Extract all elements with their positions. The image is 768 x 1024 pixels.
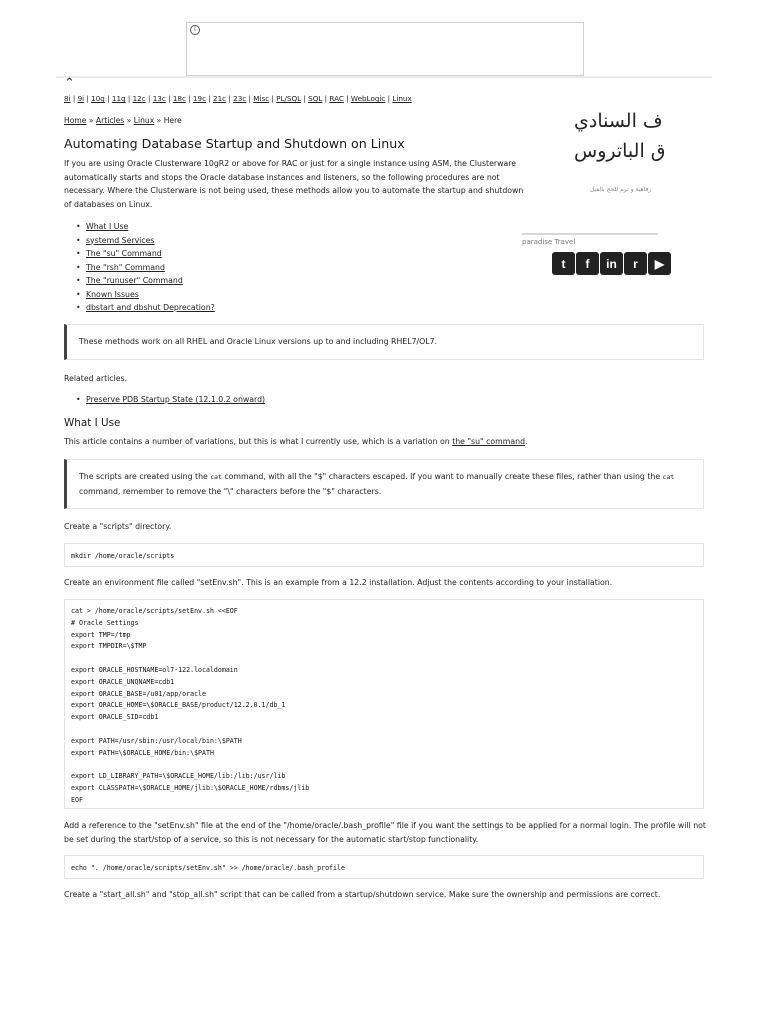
profile-paragraph: Add a reference to the "setEnv.sh" file at the end of the "/home/oracle/.bash_profile" file if you want the settings to be applied for a normal login. The profile will not be set during the start/stop of a service, so this is not necessary for the automatic start/stop functionality.: [64, 821, 706, 844]
youtube-icon[interactable]: ▶: [648, 252, 671, 275]
separator: |: [206, 94, 214, 103]
version-link[interactable]: WebLogic: [350, 94, 386, 103]
breadcrumb-linux[interactable]: Linux: [133, 116, 155, 125]
version-nav: [64, 94, 412, 103]
list-item: [76, 395, 265, 404]
scripts-note-text: [79, 470, 693, 498]
facebook-icon[interactable]: f: [576, 252, 599, 275]
separator: |: [104, 94, 112, 103]
version-link[interactable]: RAC: [329, 94, 344, 103]
twitter-icon[interactable]: t: [552, 252, 575, 275]
ad-info-icon[interactable]: i: [190, 25, 200, 35]
separator: |: [165, 94, 173, 103]
breadcrumb-home[interactable]: Home: [64, 116, 87, 125]
version-link[interactable]: Misc: [253, 94, 270, 103]
code-block-mkdir: mkdir /home/oracle/scripts: [64, 543, 704, 567]
version-link[interactable]: SQL: [308, 94, 323, 103]
version-link[interactable]: 12c: [132, 94, 146, 103]
toc-item: [76, 301, 215, 315]
version-link[interactable]: 21c: [213, 94, 227, 103]
separator: |: [269, 94, 277, 103]
top-divider: [56, 76, 712, 78]
what-paragraph: [64, 435, 528, 449]
toc-item: [76, 274, 215, 288]
toc-item: [76, 261, 215, 275]
toc-link[interactable]: Known Issues: [86, 289, 139, 299]
toc-item: [76, 234, 215, 248]
ad-banner[interactable]: [186, 22, 584, 76]
section-heading-what-i-use: What I Use: [64, 417, 121, 429]
linkedin-icon[interactable]: in: [600, 252, 623, 275]
version-link[interactable]: 9i: [77, 94, 85, 103]
breadcrumb-current: Here: [163, 116, 182, 125]
toc-link[interactable]: The "rsh" Command: [86, 262, 165, 272]
sidebar-divider: [522, 233, 658, 235]
toc-item: [76, 220, 215, 234]
version-link[interactable]: 10g: [91, 94, 105, 103]
table-of-contents: [76, 220, 215, 315]
sidebar-brand: paradise Travel: [522, 238, 576, 246]
breadcrumb-articles[interactable]: Articles: [95, 116, 125, 125]
version-link[interactable]: 23c: [233, 94, 247, 103]
separator: |: [246, 94, 254, 103]
version-link[interactable]: 19c: [192, 94, 207, 103]
su-command-link[interactable]: the "su" command: [452, 437, 526, 446]
toc-link[interactable]: systemd Services: [86, 235, 155, 245]
note-box: [64, 324, 704, 360]
breadcrumb: Home » Articles » Linux » Here: [64, 116, 182, 125]
start-all-paragraph: Create a "start_all.sh" and "stop_all.sh" script that can be called from a startup/shutdown service. Make sure the ownership and permissions are correct.: [64, 890, 661, 899]
separator: |: [125, 94, 133, 103]
separator: |: [385, 94, 393, 103]
what-text: This article contains a number of variations, but this is what I currently use, which is a variation on: [64, 437, 453, 446]
version-link[interactable]: 11g: [111, 94, 126, 103]
version-link[interactable]: 8i: [64, 94, 71, 103]
note-part: command, with all the "$" characters escaped. If you want to manually create these files, rather than using the: [221, 471, 663, 481]
separator: |: [84, 94, 92, 103]
separator: |: [145, 94, 153, 103]
toc-link[interactable]: What I Use: [86, 222, 129, 231]
related-label: Related articles.: [64, 374, 128, 383]
sidebar-ad-title-line1[interactable]: ف السنادي: [574, 110, 663, 132]
version-link[interactable]: 18c: [172, 94, 186, 103]
separator: |: [185, 94, 193, 103]
env-paragraph: Create an environment file called "setEnv.sh". This is an example from a 12.2 installation. Adjust the contents according to your installation.: [64, 578, 613, 587]
scripts-dir-paragraph: Create a "scripts" directory.: [64, 522, 172, 531]
separator: |: [226, 94, 234, 103]
note-part: command, remember to remove the "\" characters before the "$" characters.: [79, 486, 382, 496]
separator: |: [322, 94, 330, 103]
chevron-up-icon[interactable]: ⌃: [64, 76, 75, 91]
separator: |: [343, 94, 351, 103]
what-text-end: .: [525, 437, 528, 446]
version-link[interactable]: PL/SQL: [276, 94, 302, 103]
page-title: Automating Database Startup and Shutdown on Linux: [64, 136, 405, 151]
social-links: [552, 252, 671, 275]
sidebar-ad-title-line2[interactable]: ق الباتروس: [574, 140, 666, 162]
reddit-icon[interactable]: r: [624, 252, 647, 275]
inline-code: cat: [662, 472, 675, 481]
sidebar-ad-subtitle: رفاهية و ترم للحج بالفيل: [590, 186, 652, 193]
intro-paragraph: If you are using Oracle Clusterware 10gR2 or above for RAC or just for a single instance using ASM, the Clusterware automatically starts and stops the Oracle database instances and listeners, so the following procedures are not necessary. Where the Clusterware is not being used, these methods allow you to automate the startup and shutdown of databases on Linux.: [64, 159, 524, 209]
toc-link[interactable]: dbstart and dbshut Deprecation?: [86, 303, 215, 312]
scripts-note-box: [64, 459, 704, 509]
separator: |: [70, 94, 78, 103]
version-link[interactable]: Linux: [392, 94, 412, 103]
toc-item: [76, 247, 215, 261]
separator: |: [301, 94, 309, 103]
related-articles: [76, 395, 265, 404]
code-block-echo: echo ". /home/oracle/scripts/setEnv.sh" >> /home/oracle/.bash_profile: [64, 855, 704, 879]
note-text: These methods work on all RHEL and Oracle Linux versions up to and including RHEL7/OL7.: [79, 337, 438, 347]
version-link[interactable]: 13c: [152, 94, 166, 103]
toc-link[interactable]: The "runuser" Command: [86, 276, 183, 285]
toc-item: [76, 288, 215, 302]
inline-code: cat: [210, 472, 222, 481]
note-part: The scripts are created using the: [79, 471, 211, 481]
code-block-setenv: cat > /home/oracle/scripts/setEnv.sh <<EOF # Oracle Settings export TMP=/tmp export TMPDIR=\$TMP export ORACLE_HOSTNAME=ol7-122.localdomain export ORACLE_UNQNAME=cdb1 export ORACLE_BASE=/u01/app/oracle export ORACLE_HOME=\$ORACLE_BASE/product/12.2.0.1/db_1 export ORACLE_SID=cdb1 export PATH=/usr/sbin:/usr/local/bin:\$PATH export PATH=\$ORACLE_HOME/bin:\$PATH export LD_LIBRARY_PATH=\$ORACLE_HOME/lib:/lib:/usr/lib export CLASSPATH=\$ORACLE_HOME/jlib:\$ORACLE_HOME/rdbms/jlib EOF: [64, 599, 704, 809]
toc-link[interactable]: The "su" Command: [86, 249, 162, 258]
related-link[interactable]: Preserve PDB Startup State (12.1.0.2 onward): [86, 395, 266, 404]
